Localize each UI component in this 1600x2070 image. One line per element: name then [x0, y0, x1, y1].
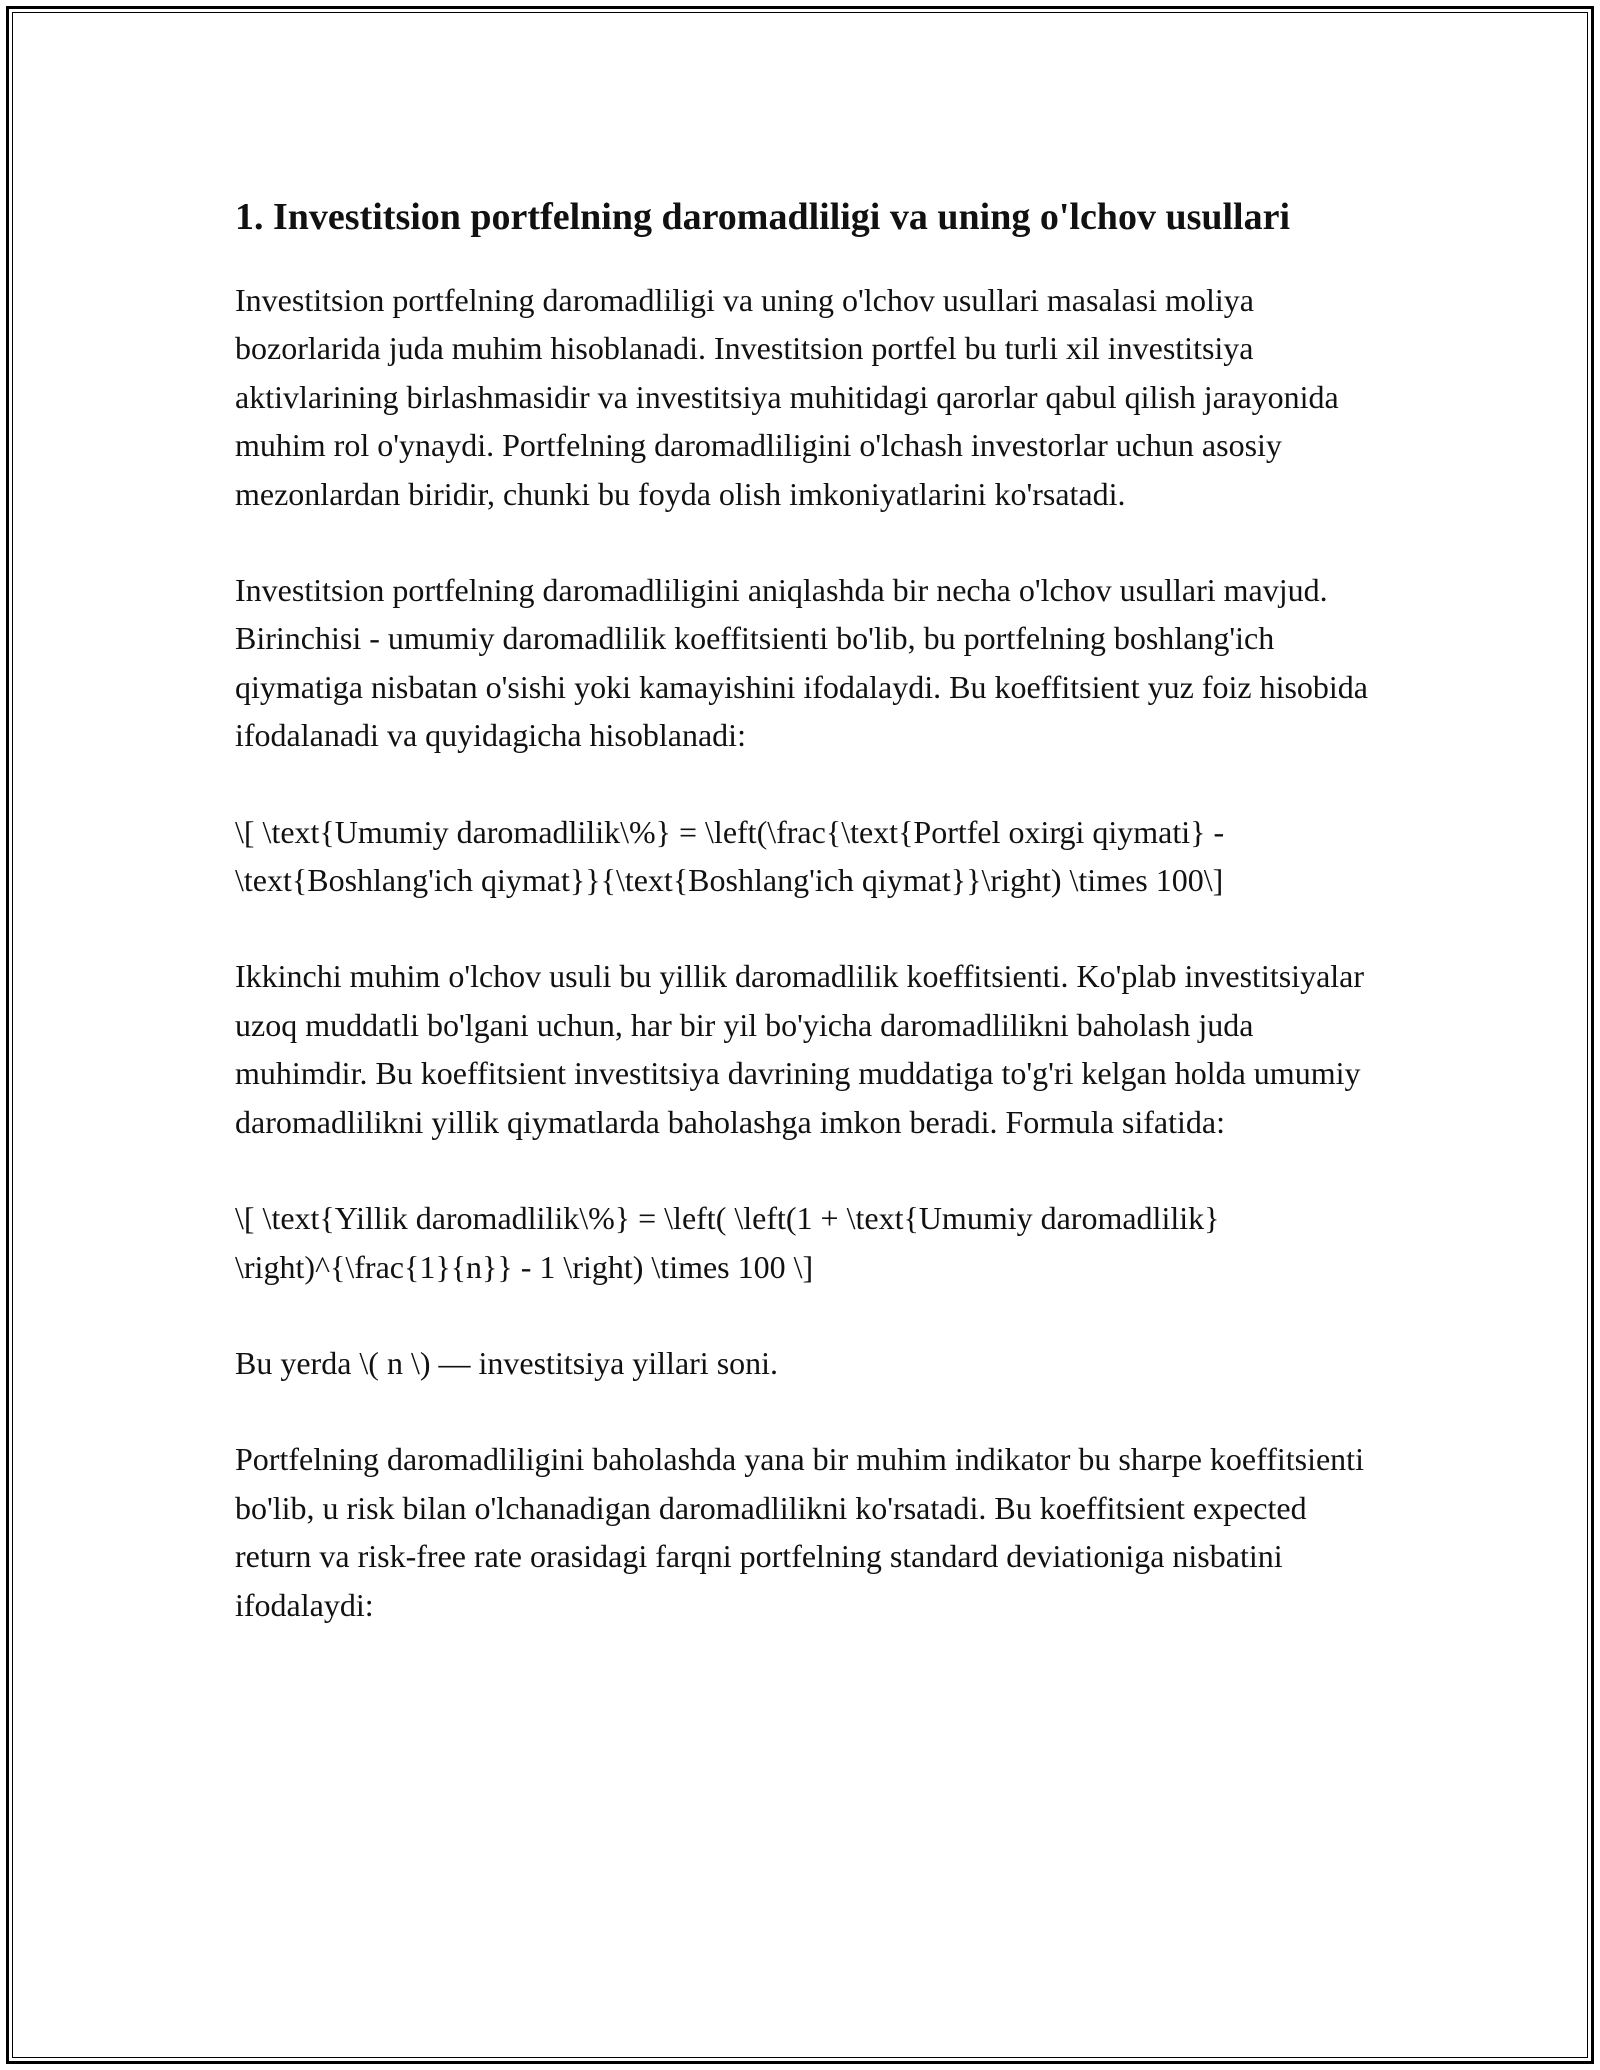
paragraph-methods: Investitsion portfelning daromadliligini aniqlashda bir necha o'lchov usullari mavjud. Birinchisi - umumiy daromadlilik koeffitsienti bo'lib, bu portfelning boshlang'ich qiymatiga nisbatan o'sishi yoki kamayishini ifodalaydi. Bu koeffitsient yuz foiz hisobida ifodalanadi va quyidagicha hisoblanadi: — [235, 572, 1368, 754]
paragraph-intro: Investitsion portfelning daromadliligi va uning o'lchov usullari masalasi moliya bozorlarida juda muhim hisoblanadi. Investitsion portfel bu turli xil investitsiya aktivlarining birlashmasidir va investitsiya muhitidagi qarorlar qabul qilish jarayonida muhim rol o'ynaydi. Portfelning daromadliligini o'lchash investorlar uchun asosiy mezonlardan biridir, chunki bu foyda olish imkoniyatlarini ko'rsatadi. — [235, 282, 1339, 512]
paragraph-sharpe: Portfelning daromadliligini baholashda yana bir muhim indikator bu sharpe koeffitsienti bo'lib, u risk bilan o'lchanadigan daromadlilikni ko'rsatadi. Bu koeffitsient expected return va risk-free rate orasidagi farqni portfelning standard deviationiga nisbatini ifodalaydi: — [235, 1441, 1364, 1623]
section-heading: 1. Investitsion portfelning daromadliligi va uning o'lchov usullari — [235, 196, 1291, 238]
paragraph-annual-return: Ikkinchi muhim o'lchov usuli bu yillik daromadlilik koeffitsienti. Ko'plab investitsiyalar uzoq muddatli bo'lgani uchun, har bir yil bo'yicha daromadlilikni baholash juda muhimdir. Bu koeffitsient investitsiya davrining muddatiga to'g'ri kelgan holda umumiy daromadlilikni yillik qiymatlarda baholashga imkon beradi. Formula sifatida: — [235, 958, 1365, 1140]
document-body — [235, 190, 1375, 1677]
paragraph-n-definition: Bu yerda \( n \) — investitsiya yillari soni. — [235, 1344, 779, 1381]
formula-total-return: \[ \text{Umumiy daromadlilik\%} = \left(\frac{\text{Portfel oxirgi qiymati} - \text{Boshlang'ich qiymat}}{\text{Boshlang'ich qiymat}}\right) \times 100\] — [235, 813, 1225, 899]
formula-annual-return: \[ \text{Yillik daromadlilik\%} = \left( \left(1 + \text{Umumiy daromadlilik} \right)^{\frac{1}{n}} - 1 \right) \times 100 \] — [235, 1200, 1220, 1285]
